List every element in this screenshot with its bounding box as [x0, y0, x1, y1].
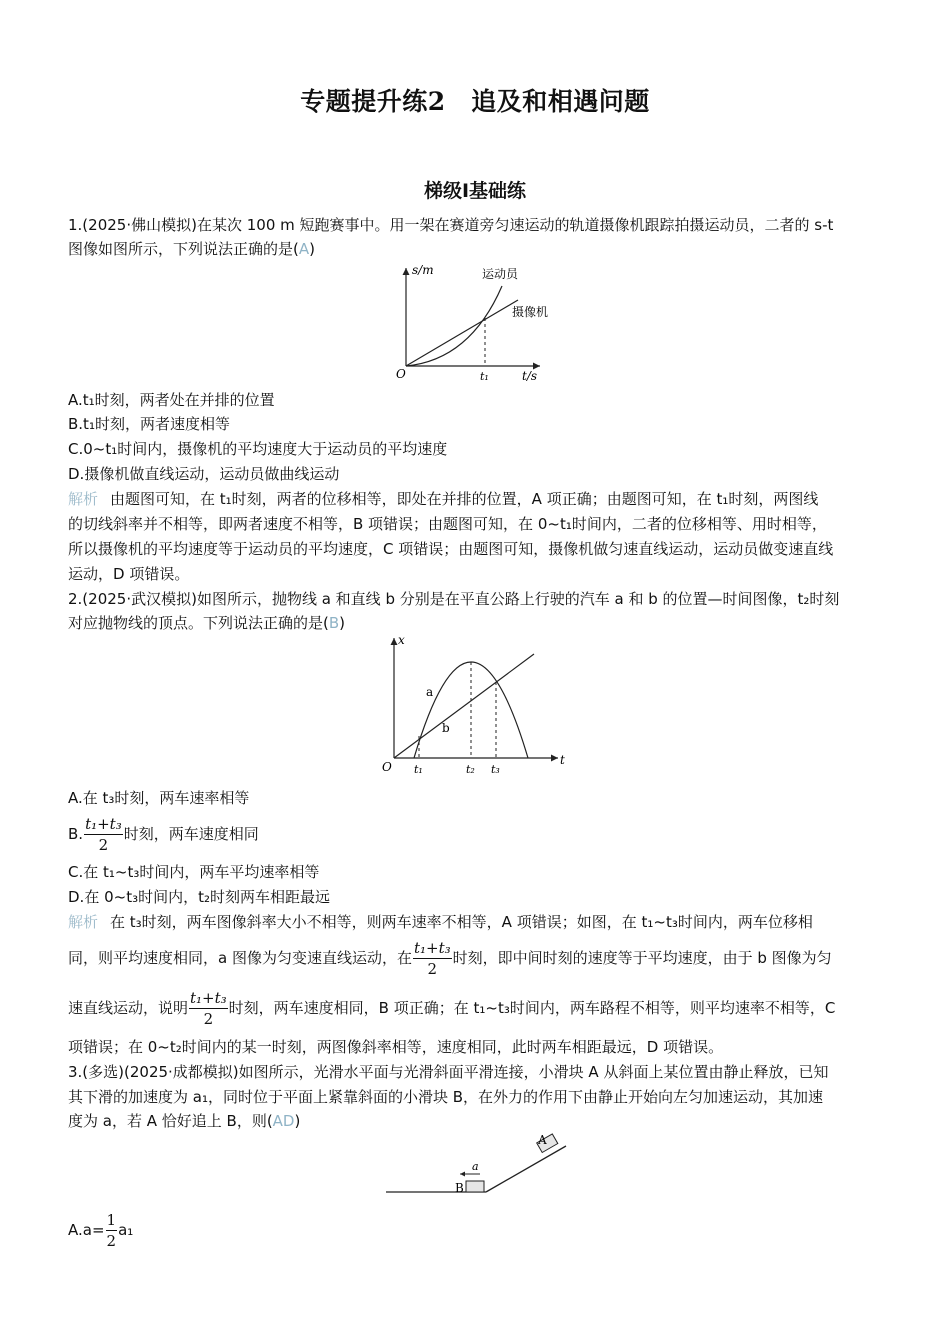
q1-camera-line: [406, 300, 518, 366]
q3-stem-line3: [68, 1110, 300, 1132]
q2-option-b-label: B.: [68, 825, 84, 843]
q2-label-a: a: [426, 685, 434, 699]
q2-tick-t1: t₁: [414, 763, 423, 776]
q2-origin: O: [382, 760, 392, 774]
q1-option-b: B.t₁时刻，两者速度相等: [68, 415, 230, 433]
q2-stem-close: ): [339, 614, 346, 632]
q1-analysis-label: 解析: [68, 490, 99, 508]
q2-analysis-frac2-den: 2: [203, 1010, 214, 1028]
q2-xlabel: t: [560, 753, 565, 767]
q3-stem-line2: 其下滑的加速度为 a₁，同时位于平面上紧靠斜面的小滑块 B，在外力的作用下由静止开始向左匀加速运动，其加速: [68, 1088, 824, 1106]
q2-analysis-text3a: 速直线运动，说明: [68, 999, 189, 1017]
q2-analysis-text1: 在 t₃时刻，两车图像斜率大小不相等，则两车速率不相等，A 项错误；如图，在 t₁~t₃时间内，两车位移相: [110, 913, 813, 931]
q2-stem-line1: 2.(2025·武汉模拟)如图所示，抛物线 a 和直线 b 分别是在平直公路上行驶的汽车 a 和 b 的位置—时间图像，t₂时刻: [68, 590, 840, 608]
q1-tick-t1: t₁: [480, 370, 489, 383]
q1-ylabel: s/m: [412, 263, 434, 277]
q1-option-a: A.t₁时刻，两者处在并排的位置: [68, 391, 275, 409]
q2-label-b: b: [442, 721, 450, 735]
q1-analysis-line3: 所以摄像机的平均速度等于运动员的平均速度，C 项错误；由题图可知，摄像机做匀速直线运动，运动员做变速直线: [68, 540, 834, 558]
q2-frac-num: t₁+t₃: [85, 815, 122, 833]
q2-option-c: C.在 t₁~t₃时间内，两车平均速率相等: [68, 863, 320, 881]
page-title: 专题提升练2 追及和相遇问题: [300, 87, 650, 116]
q1-stem-text: 图像如图所示，下列说法正确的是(: [68, 240, 299, 258]
q3-slope: [486, 1146, 566, 1192]
q3-label-a: A: [538, 1133, 547, 1147]
q2-option-d: D.在 0~t₃时间内，t₂时刻两车相距最远: [68, 888, 330, 906]
q2-analysis-line3: [68, 986, 835, 1030]
q2-analysis-frac1-num: t₁+t₃: [413, 939, 451, 957]
q2-ylabel: x: [398, 633, 405, 647]
q3-block-b: [466, 1181, 484, 1192]
q1-label-camera: 摄像机: [512, 305, 549, 319]
q1-xlabel: t/s: [522, 369, 538, 383]
q2-analysis-text3b: 时刻，两车速度相同，B 项正确；在 t₁~t₃时间内，两车路程不相等，则平均速率不相等，C: [228, 999, 836, 1017]
q1-option-c: C.0~t₁时间内，摄像机的平均速度大于运动员的平均速度: [68, 440, 448, 458]
q1-athlete-curve: [406, 286, 502, 366]
q3-option-a-fraction: [106, 1210, 118, 1251]
q3-option-a: [68, 1208, 133, 1252]
q1-stem-line2: [68, 238, 315, 260]
q2-analysis-text2a: 同，则平均速度相同，a 图像为匀变速直线运动，在: [68, 949, 412, 967]
q2-analysis-line1: [68, 911, 813, 933]
q3-figure: [382, 1130, 572, 1200]
q2-answer: B: [328, 614, 340, 632]
q2-figure: [378, 632, 578, 780]
q1-option-d: D.摄像机做直线运动，运动员做曲线运动: [68, 465, 340, 483]
q1-stem-line1: 1.(2025·佛山模拟)在某次 100 m 短跑赛事中。用一架在赛道旁匀速运动的轨道摄像机跟踪拍摄运动员，二者的 s-t: [68, 216, 834, 234]
q3-stem-text: 度为 a，若 A 恰好追上 B，则(: [68, 1112, 273, 1130]
q2-analysis-frac2-num: t₁+t₃: [190, 989, 227, 1007]
q2-analysis-label: 解析: [68, 913, 99, 931]
q2-stem-text: 对应抛物线的顶点。下列说法正确的是(: [68, 614, 329, 632]
q3-arrowhead: [460, 1172, 465, 1177]
q3-stem-line1: 3.(多选)(2025·成都模拟)如图所示，光滑水平面与光滑斜面平滑连接，小滑块 A 从斜面上某位置由静止释放，已知: [68, 1063, 829, 1081]
q2-tick-t2: t₂: [466, 763, 475, 776]
q3-option-a-text: a₁: [118, 1221, 134, 1239]
q2-analysis-text2b: 时刻，即中间时刻的速度等于平均速度，由于 b 图像为匀: [452, 949, 832, 967]
q2-tick-t3: t₃: [491, 763, 500, 776]
q2-frac-den: 2: [98, 836, 109, 854]
q1-figure: [390, 262, 560, 384]
q2-stem-line2: [68, 612, 345, 634]
q2-option-b: [68, 812, 259, 856]
section-heading: 梯级Ⅰ基础练: [423, 180, 527, 202]
q2-option-b-fraction: [84, 814, 123, 855]
q3-answer: AD: [272, 1112, 295, 1130]
q2-line-b: [394, 654, 534, 758]
q3-label-b: B: [455, 1181, 464, 1195]
q2-analysis-fraction2: [189, 988, 228, 1029]
q2-analysis-fraction1: [413, 938, 452, 979]
q1-stem-close: ): [309, 240, 315, 258]
q2-analysis-frac1-den: 2: [427, 960, 438, 978]
q1-analysis-text1: 由题图可知，在 t₁时刻，两者的位移相等，即处在并排的位置，A 项正确；由题图可知，在 t₁时刻，两图线: [110, 490, 819, 508]
q1-analysis-line2: 的切线斜率并不相等，即两者速度不相等，B 项错误；由题图可知，在 0~t₁时间内，二者的位移相等、用时相等，: [68, 515, 827, 533]
q2-option-b-text: 时刻，两车速度相同: [123, 825, 259, 843]
q1-label-athlete: 运动员: [482, 267, 519, 281]
q2-option-a: A.在 t₃时刻，两车速率相等: [68, 789, 250, 807]
q3-option-a-label: A.a=: [68, 1221, 105, 1239]
q1-analysis-line4: 运动，D 项错误。: [68, 565, 190, 583]
q1-origin: O: [396, 367, 406, 381]
q2-analysis-line2: [68, 936, 832, 980]
q3-stem-close: ): [294, 1112, 301, 1130]
q3-frac-num: 1: [106, 1211, 117, 1229]
q3-frac-den: 2: [106, 1232, 117, 1250]
q1-analysis-line1: [68, 488, 818, 510]
q3-label-accel: a: [472, 1160, 479, 1173]
q2-analysis-line4: 项错误；在 0~t₂时间内的某一时刻，两图像斜率相等，速度相同，此时两车相距最远，D 项错误。: [68, 1038, 724, 1056]
q1-answer: A: [298, 240, 310, 258]
